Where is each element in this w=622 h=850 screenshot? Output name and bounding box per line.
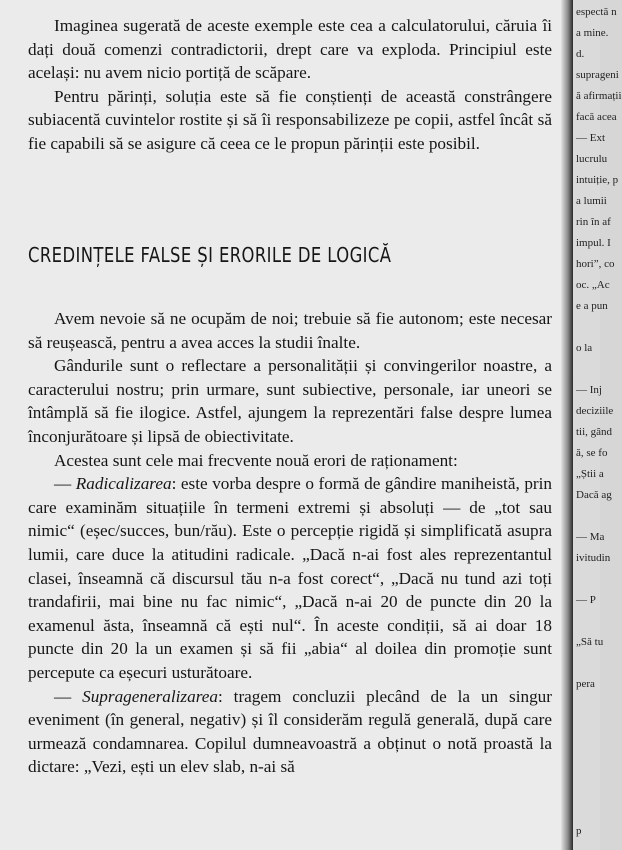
next-page-fragment: ă afirmații — [576, 90, 622, 102]
next-page-fragment: suprageni — [576, 69, 619, 81]
next-page-fragment: espectă n — [576, 6, 617, 18]
paragraph-computer-analogy: Imaginea sugerată de aceste exemple este cea a calculatorului, căruia îi dați două comenzi contradictorii, drept care va exploda. Principiul este același: nu avem nicio portiță de scăpare. — [28, 16, 552, 83]
next-page-fragment: „Știi a — [576, 468, 604, 480]
paragraph-suprageneralizarea — [28, 685, 552, 779]
next-page-fragment: — Ma — [576, 531, 605, 543]
radicalizarea-term: Radicalizarea — [75, 474, 172, 494]
next-page-fragment: pera — [576, 678, 595, 690]
next-page-fragment: a mine. — [576, 27, 609, 39]
next-page-fragment: ivitudin — [576, 552, 611, 564]
next-page-fragment: facă acea — [576, 111, 617, 123]
book-gutter-shadow — [561, 0, 573, 850]
next-page-fragment: p — [576, 825, 582, 837]
next-page-fragment: deciziile — [576, 405, 614, 417]
paragraph-thoughts: Gândurile sunt o reflectare a personalității și convingerilor noastre, a caracterului nostru; prin urmare, sunt subiective, personale, iar uneori se întâmplă să fie ilogice. Astfel, ajungem la reprezentări false despre lumea înconjurătoare și lipsă de obiectivitate. — [28, 356, 552, 446]
next-page-fragment: impul. I — [576, 237, 611, 249]
next-page-fragment: rin în af — [576, 216, 611, 228]
paragraph-radicalizarea — [28, 472, 552, 684]
next-page-fragment: ă, se fo — [576, 447, 608, 459]
next-page-fragment: e a pun — [576, 300, 608, 312]
next-page-fragment: — P — [576, 594, 596, 606]
next-page-fragment: a lumii — [576, 195, 607, 207]
next-page-fragment: Dacă ag — [576, 489, 612, 501]
suprageneralizarea-dash: — — [54, 686, 83, 706]
next-page-fragment: — Inj — [576, 384, 602, 396]
paragraph-parents-solution: Pentru părinți, soluția este să fie conștienți de această constrângere subiacentă cuvintelor rostite și să îi responsabilizeze pe copii, astfel încât să fie capabili să se asigure că ceea ce le propun părinții este posibil. — [28, 86, 552, 153]
suprageneralizarea-term: Suprageneralizarea — [82, 686, 218, 706]
next-page-fragment: lucrulu — [576, 153, 608, 165]
radicalizarea-dash: — — [54, 474, 76, 494]
next-page-fragment: hori”, co — [576, 258, 615, 270]
suprageneralizarea-text: : tragem concluzii plecând de la un singur eveniment (în general, negativ) și îl considerăm regulă generală, după care urmează condamnarea. Copilul dumneavoastră a obținut o notă proastă la dictare: „Vezi, ești un elev slab, n-ai să — [28, 686, 553, 777]
paragraph-autonomy: Avem nevoie să ne ocupăm de noi; trebuie să fie autonom; este necesar să reușească, pentru a avea acces la studii înalte. — [28, 309, 552, 352]
next-page-fragment: „Să tu — [576, 636, 604, 648]
paragraph-nine-errors: Acestea sunt cele mai frecvente nouă erori de raționament: — [54, 450, 458, 470]
next-page-fragment: d. — [576, 48, 585, 60]
next-page-fragment: o la — [576, 342, 593, 354]
next-page-fragment: tii, gând — [576, 426, 613, 438]
next-page-fragment: — Ext — [576, 132, 606, 144]
next-page-fragment: intuiție, p — [576, 174, 619, 186]
next-page-edge — [573, 0, 622, 850]
next-page-fragment: oc. „Ac — [576, 279, 610, 291]
top-text-block — [28, 14, 552, 156]
section-text-block — [28, 307, 552, 779]
section-heading: CREDINȚELE FALSE ȘI ERORILE DE LOGICĂ — [28, 243, 392, 267]
radicalizarea-text: : este vorba despre o formă de gândire manihеistă, prin care examinăm situațiile în termeni extremi și absoluți — de „tot sau nimic“ (eșec/succes, bun/rău). Este o percepție rigidă și simplificată asupra lumii, care duce la atitudini radicale. „Dacă n-ai fost ales reprezentantul clasei, înseamnă că discursul tău n-a fost corect“, „Dacă nu tund azi toți trandafirii, mai bine nu fac nimic“, „Dacă n-ai 20 de puncte din 20 la examenul ăsta, înseamnă că ești nul“. În aceste condiții, să ai doar 18 puncte din 20 la un examen și să fii „abia“ al doilea din promoție sunt percepute ca eșecuri usturătoare. — [28, 474, 553, 682]
